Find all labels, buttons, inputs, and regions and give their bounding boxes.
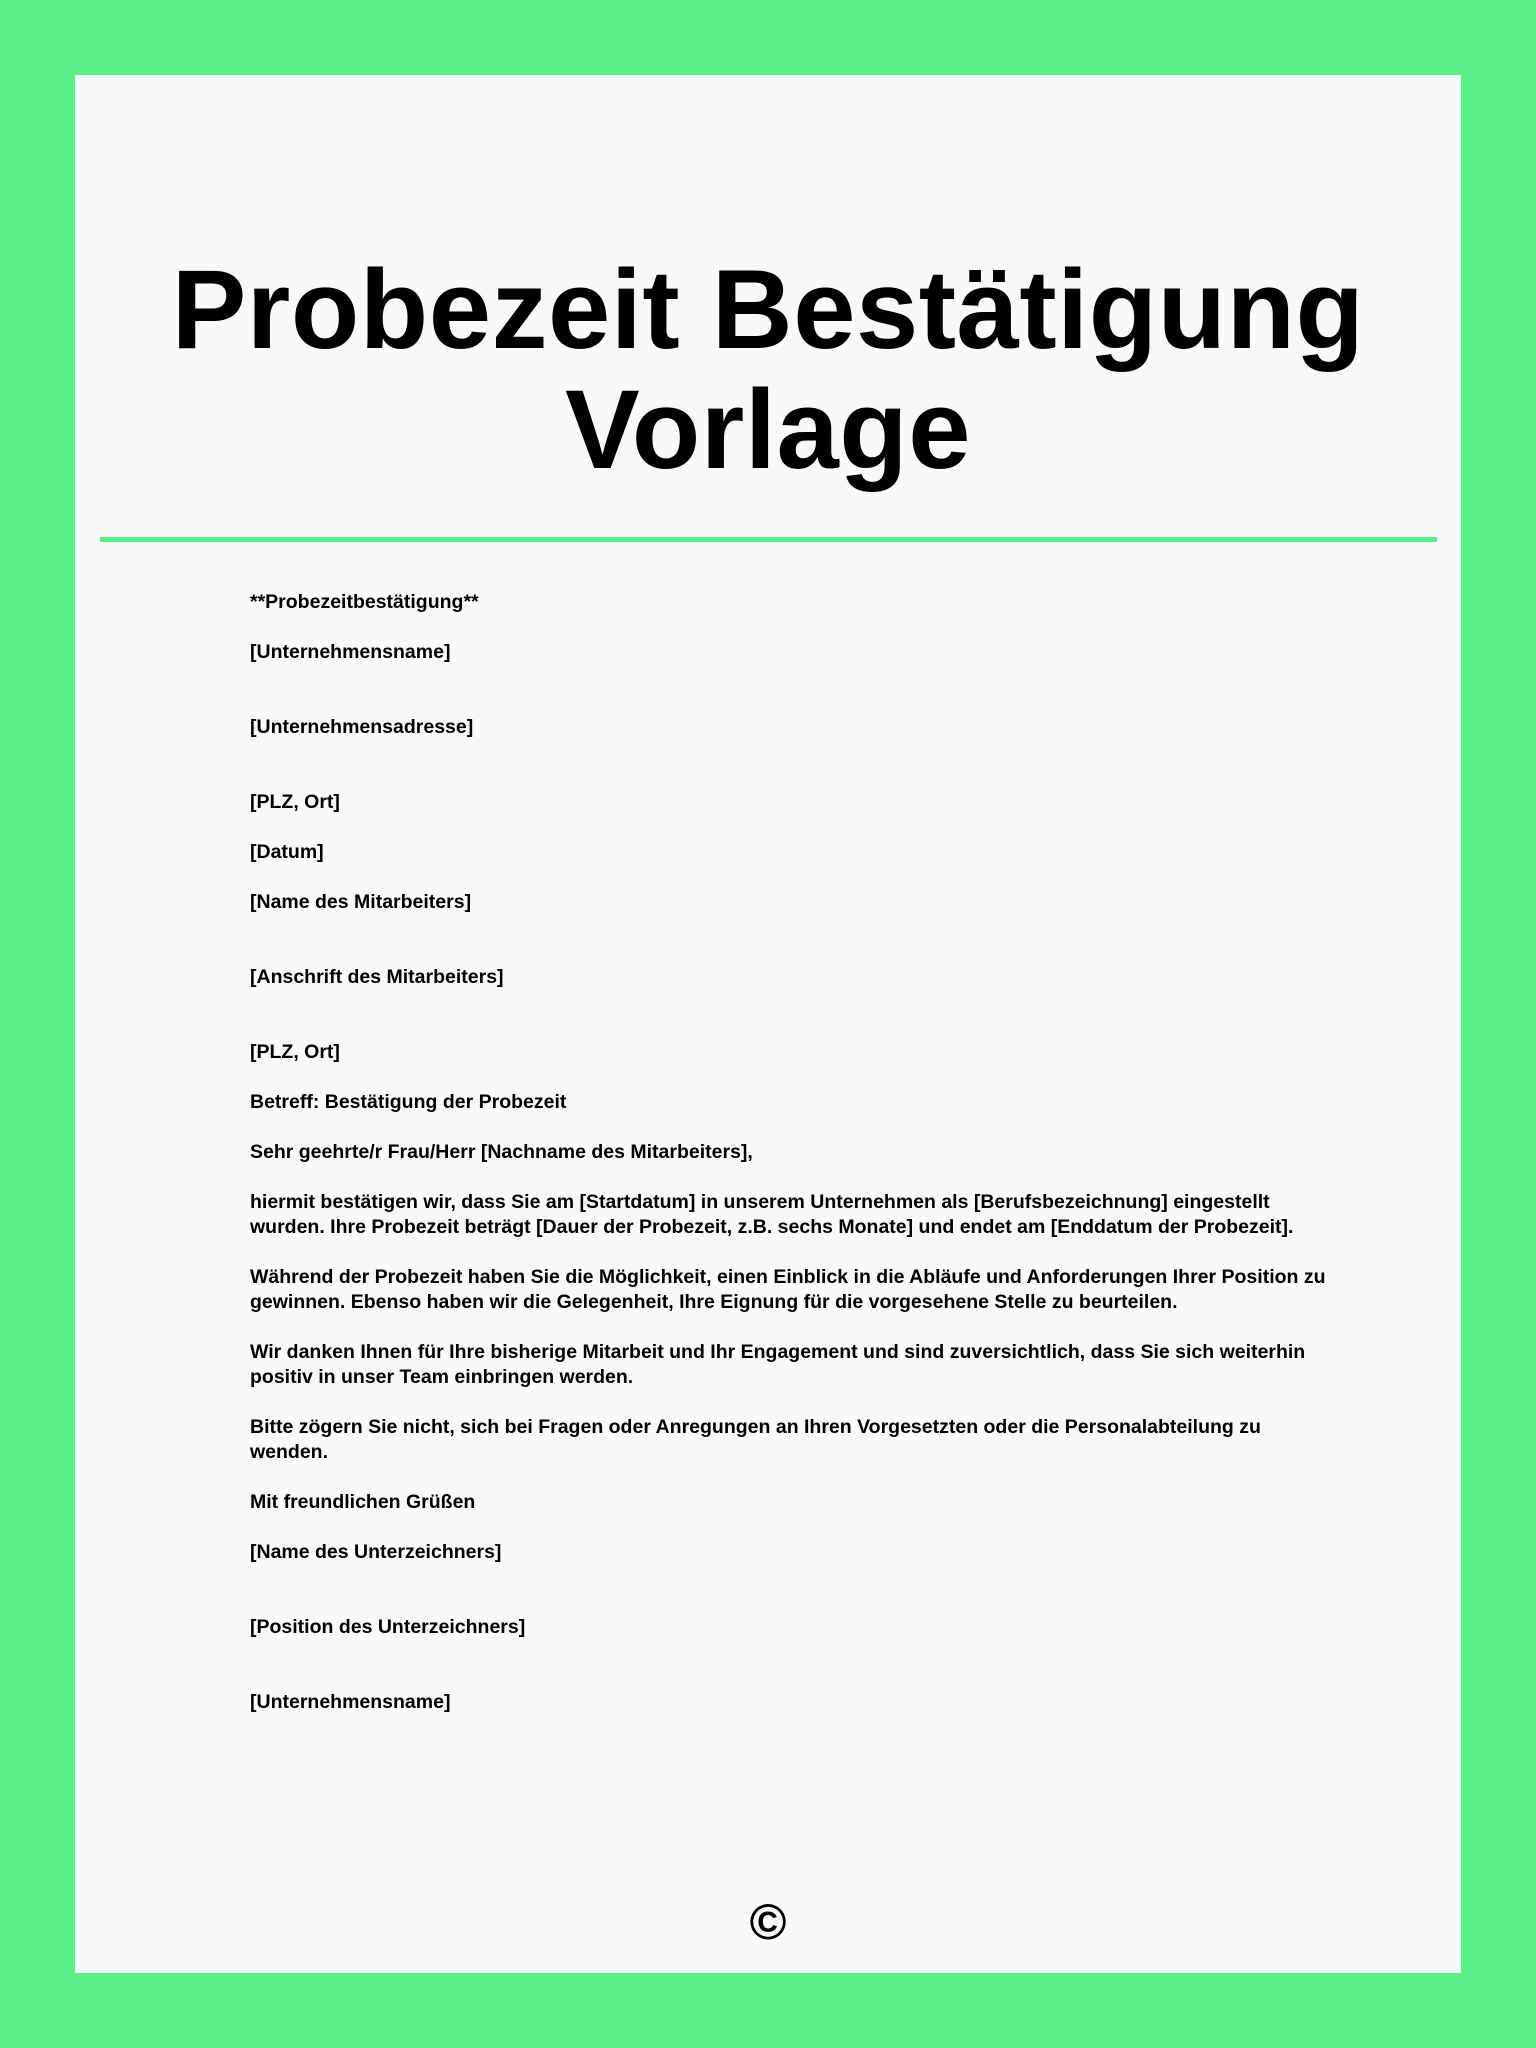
letter-body — [250, 590, 1340, 1715]
title-line-2: Vorlage — [565, 367, 971, 492]
letter-paragraph: Während der Probezeit haben Sie die Möglichkeit, einen Einblick in die Abläufe und Anforderungen Ihrer Position zu gewinnen. Ebenso haben wir die Gelegenheit, Ihre Eignung für die vorgesehene Stelle zu beurteilen. — [250, 1266, 1326, 1313]
document-title — [75, 247, 1461, 492]
letter-paragraph: hiermit bestätigen wir, dass Sie am [Startdatum] in unserem Unternehmen als [Berufsbezeichnung] eingestellt wurden. Ihre Probezeit beträgt [Dauer der Probezeit, z.B. sechs Monate] und endet am [Enddatum der Probezeit]. — [250, 1191, 1294, 1238]
company-zip-city: [PLZ, Ort] — [250, 791, 340, 813]
title-divider — [100, 537, 1437, 542]
letter-date: [Datum] — [250, 841, 324, 863]
document-page — [75, 75, 1461, 1973]
letter-heading: **Probezeitbestätigung** — [250, 591, 479, 613]
copyright-icon: © — [749, 1894, 787, 1950]
signer-name: [Name des Unterzeichners] — [250, 1541, 502, 1563]
employee-address: [Anschrift des Mitarbeiters] — [250, 966, 504, 988]
letter-paragraph: Wir danken Ihnen für Ihre bisherige Mitarbeit und Ihr Engagement und sind zuversichtlich, dass Sie sich weiterhin positiv in unser Team einbringen werden. — [250, 1341, 1306, 1388]
employee-zip-city: [PLZ, Ort] — [250, 1041, 340, 1063]
company-name: [Unternehmensname] — [250, 641, 451, 663]
letter-subject: Betreff: Bestätigung der Probezeit — [250, 1091, 567, 1113]
letter-closing: Mit freundlichen Grüßen — [250, 1491, 476, 1513]
company-address: [Unternehmensadresse] — [250, 716, 474, 738]
signer-company: [Unternehmensname] — [250, 1691, 451, 1713]
letter-paragraph: Bitte zögern Sie nicht, sich bei Fragen oder Anregungen an Ihren Vorgesetzten oder die Personalabteilung zu wenden. — [250, 1416, 1261, 1463]
employee-name: [Name des Mitarbeiters] — [250, 891, 472, 913]
letter-salutation: Sehr geehrte/r Frau/Herr [Nachname des Mitarbeiters], — [250, 1141, 753, 1163]
signer-position: [Position des Unterzeichners] — [250, 1616, 526, 1638]
title-line-1: Probezeit Bestätigung — [171, 247, 1365, 372]
